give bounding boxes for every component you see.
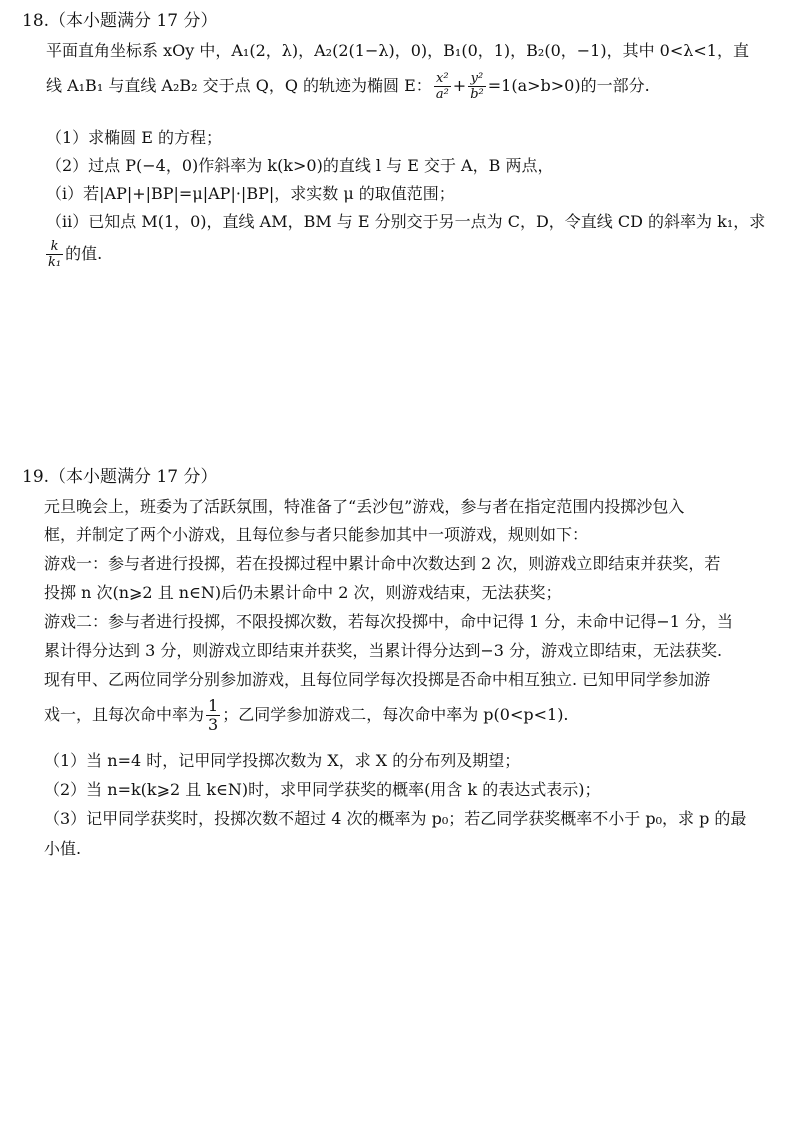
- q19-line-6: 累计得分达到 3 分，则游戏立即结束并获奖，当累计得分达到−3 分，游戏立即结束，无法获奖.: [44, 641, 723, 660]
- ellipse-y-numerator: y²: [468, 72, 486, 87]
- q19-line-2: 框，并制定了两个小游戏，且每位参与者只能参加其中一项游戏，规则如下：: [44, 525, 589, 544]
- q18-line-2: [46, 72, 650, 101]
- q19-header: 19.（本小题满分 17 分）: [22, 467, 218, 487]
- q18-part-1: （1）求椭圆 E 的方程；: [46, 128, 223, 147]
- q19-line-4: 投掷 n 次(n⩾2 且 n∈N)后仍未累计命中 2 次，则游戏结束，无法获奖；: [44, 583, 562, 602]
- q19-line-8-text: 戏一，且每次命中率为: [44, 705, 205, 724]
- ellipse-x-fraction: [434, 72, 451, 101]
- q19-line-8: [44, 698, 569, 733]
- q19-line-3: 游戏一：参与者进行投掷，若在投掷过程中累计命中次数达到 2 次，则游戏立即结束并获奖，若: [44, 554, 721, 573]
- q19-line-1: 元旦晚会上，班委为了活跃氛围，特准备了“丢沙包”游戏，参与者在指定范围内投掷沙包入: [44, 497, 685, 516]
- q18-header: 18.（本小题满分 17 分）: [22, 11, 218, 31]
- q18-part-2-i: （i）若|AP|+|BP|=μ|AP|·|BP|，求实数 μ 的取值范围；: [46, 184, 455, 203]
- hit-rate-numerator: 1: [208, 696, 219, 715]
- q19-part-1: （1）当 n=4 时，记甲同学投掷次数为 X，求 X 的分布列及期望；: [44, 751, 521, 770]
- q19-part-2: （2）当 n=k(k⩾2 且 k∈N)时，求甲同学获奖的概率(用含 k 的表达式表示)；: [44, 780, 601, 799]
- q19-line-5: 游戏二：参与者进行投掷，不限投掷次数，若每次投掷中，命中记得 1 分，未命中记得−1 分，当: [44, 612, 734, 631]
- k-ratio-denominator: k₁: [48, 255, 62, 270]
- q18-line-1: 平面直角坐标系 xOy 中，A₁(2，λ)，A₂(2(1−λ)，0)，B₁(0，1)，B₂(0，−1)，其中 0<λ<1，直: [46, 41, 749, 60]
- k-ratio-tail: 的值.: [65, 244, 103, 263]
- hit-rate-denominator: 3: [208, 715, 219, 734]
- ellipse-y-fraction: [468, 72, 486, 101]
- q18-ratio-line: [44, 240, 102, 269]
- ellipse-x-numerator: x²: [434, 72, 451, 87]
- q18-line-2-text: 线 A₁B₁ 与直线 A₂B₂ 交于点 Q，Q 的轨迹为椭圆 E：: [46, 76, 432, 95]
- ellipse-plus: +: [452, 76, 467, 95]
- q19-line-8-tail: ；乙同学参加游戏二，每次命中率为 p(0<p<1).: [222, 705, 569, 724]
- q18-part-2-ii: （ii）已知点 M(1，0)，直线 AM，BM 与 E 分别交于另一点为 C，D，令直线 CD 的斜率为 k₁，求: [46, 212, 766, 231]
- q19-part-3: （3）记甲同学获奖时，投掷次数不超过 4 次的概率为 p₀；若乙同学获奖概率不小于 p₀，求 p 的最: [44, 809, 747, 828]
- ellipse-x-denominator: a²: [435, 87, 449, 102]
- q19-line-7: 现有甲、乙两位同学分别参加游戏，且每位同学每次投掷是否命中相互独立. 已知甲同学参加游: [44, 670, 711, 689]
- hit-rate-fraction: [206, 698, 220, 733]
- k-ratio-fraction: [46, 240, 63, 269]
- q18-line-2-tail: =1(a>b>0)的一部分.: [487, 76, 650, 95]
- k-ratio-numerator: k: [46, 240, 63, 255]
- q19-part-3-tail: 小值.: [44, 839, 82, 858]
- q18-part-2: （2）过点 P(−4，0)作斜率为 k(k>0)的直线 l 与 E 交于 A，B 两点，: [46, 156, 554, 175]
- ellipse-y-denominator: b²: [470, 87, 484, 102]
